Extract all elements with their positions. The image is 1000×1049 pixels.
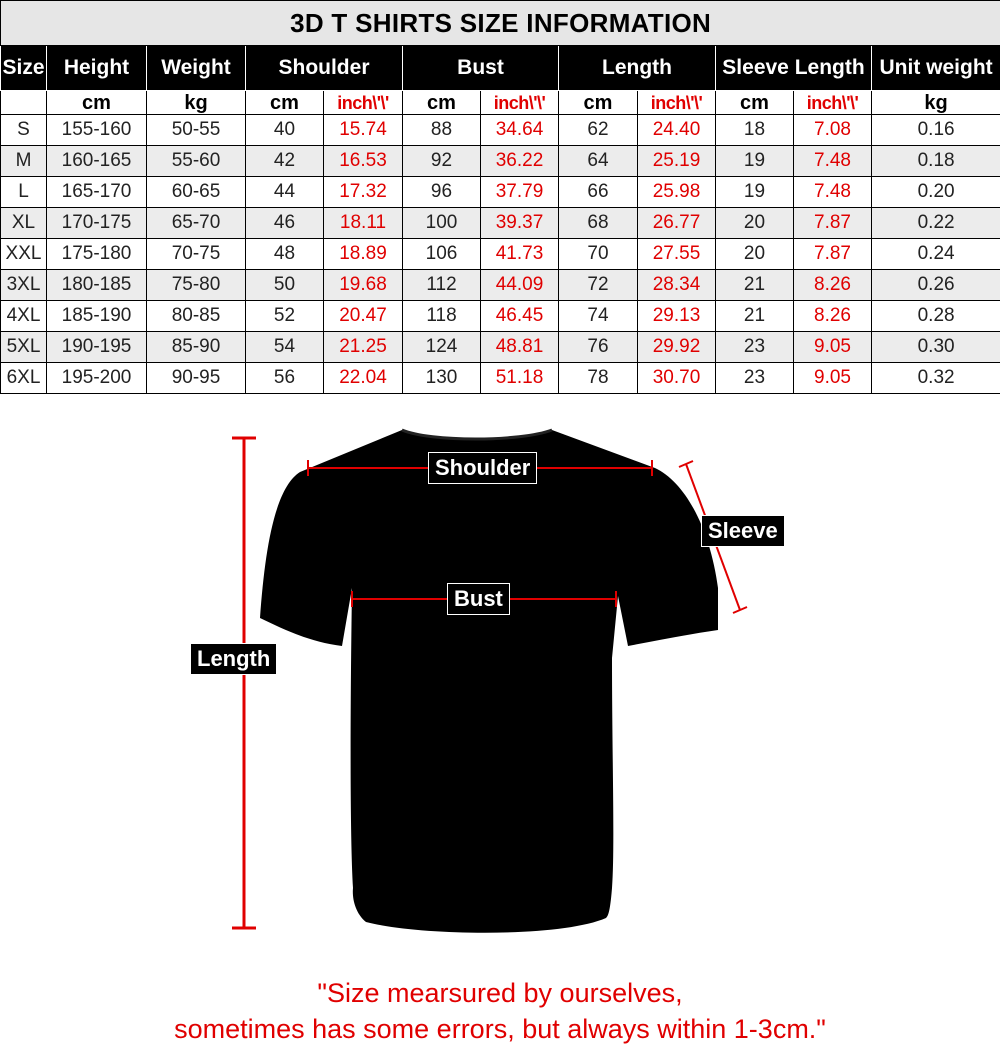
table-row (1, 363, 1000, 394)
cell-bust-inch: 46.45 (481, 301, 559, 332)
bust-label: Bust (447, 583, 510, 615)
cell-bust-cm: 130 (403, 363, 481, 394)
cell-unit-weight: 0.20 (872, 177, 1000, 208)
cell-length-inch: 28.34 (638, 270, 716, 301)
cell-weight: 70-75 (147, 239, 246, 270)
cell-sleeve-cm: 19 (716, 146, 794, 177)
table-row (1, 146, 1000, 177)
cell-height: 175-180 (47, 239, 147, 270)
cell-bust-cm: 106 (403, 239, 481, 270)
header-sleeve-length: Sleeve Length (716, 46, 872, 91)
cell-bust-inch: 48.81 (481, 332, 559, 363)
header-length: Length (559, 46, 716, 91)
cell-shoulder-inch: 18.11 (324, 208, 403, 239)
table-row (1, 301, 1000, 332)
cell-height: 170-175 (47, 208, 147, 239)
cell-unit-weight: 0.30 (872, 332, 1000, 363)
cell-length-inch: 24.40 (638, 115, 716, 146)
cell-sleeve-inch: 8.26 (794, 270, 872, 301)
cell-bust-cm: 96 (403, 177, 481, 208)
table-row (1, 208, 1000, 239)
cell-unit-weight: 0.22 (872, 208, 1000, 239)
cell-length-cm: 68 (559, 208, 638, 239)
cell-length-inch: 25.98 (638, 177, 716, 208)
cell-length-cm: 72 (559, 270, 638, 301)
cell-weight: 65-70 (147, 208, 246, 239)
shoulder-label: Shoulder (428, 452, 537, 484)
size-chart-table (0, 0, 1000, 394)
cell-length-cm: 66 (559, 177, 638, 208)
cell-size: XL (1, 208, 47, 239)
unit-bust-cm: cm (403, 91, 481, 115)
cell-length-inch: 27.55 (638, 239, 716, 270)
cell-shoulder-cm: 40 (246, 115, 324, 146)
cell-unit-weight: 0.16 (872, 115, 1000, 146)
cell-size: 5XL (1, 332, 47, 363)
cell-sleeve-inch: 8.26 (794, 301, 872, 332)
cell-unit-weight: 0.32 (872, 363, 1000, 394)
cell-length-cm: 78 (559, 363, 638, 394)
cell-sleeve-inch: 7.48 (794, 146, 872, 177)
header-height: Height (47, 46, 147, 91)
table-row (1, 270, 1000, 301)
cell-shoulder-cm: 46 (246, 208, 324, 239)
cell-shoulder-inch: 21.25 (324, 332, 403, 363)
cell-weight: 50-55 (147, 115, 246, 146)
tshirt-measurement-diagram (0, 398, 1000, 1049)
sleeve-label: Sleeve (701, 515, 785, 547)
tshirt-shape (260, 430, 718, 933)
unit-sleeve-inch: inch\'\' (794, 91, 872, 115)
cell-height: 195-200 (47, 363, 147, 394)
measurement-note-line2: sometimes has some errors, but always within 1-3cm." (174, 1014, 826, 1044)
header-size: Size (1, 46, 47, 91)
cell-length-inch: 29.13 (638, 301, 716, 332)
cell-height: 185-190 (47, 301, 147, 332)
cell-height: 180-185 (47, 270, 147, 301)
cell-weight: 85-90 (147, 332, 246, 363)
cell-size: 4XL (1, 301, 47, 332)
cell-weight: 55-60 (147, 146, 246, 177)
unit-bust-inch: inch\'\' (481, 91, 559, 115)
cell-length-inch: 26.77 (638, 208, 716, 239)
cell-sleeve-cm: 21 (716, 270, 794, 301)
cell-bust-inch: 41.73 (481, 239, 559, 270)
cell-bust-inch: 34.64 (481, 115, 559, 146)
cell-weight: 75-80 (147, 270, 246, 301)
cell-size: 3XL (1, 270, 47, 301)
cell-sleeve-cm: 19 (716, 177, 794, 208)
unit-length-cm: cm (559, 91, 638, 115)
cell-sleeve-cm: 18 (716, 115, 794, 146)
cell-sleeve-cm: 20 (716, 239, 794, 270)
length-measure-line (232, 438, 256, 928)
cell-bust-inch: 51.18 (481, 363, 559, 394)
cell-bust-cm: 112 (403, 270, 481, 301)
unit-shoulder-cm: cm (246, 91, 324, 115)
unit-sleeve-cm: cm (716, 91, 794, 115)
cell-shoulder-inch: 18.89 (324, 239, 403, 270)
cell-bust-inch: 39.37 (481, 208, 559, 239)
table-row (1, 115, 1000, 146)
tshirt-illustration (0, 398, 1000, 1049)
cell-height: 155-160 (47, 115, 147, 146)
unit-blank (1, 91, 47, 115)
header-weight: Weight (147, 46, 246, 91)
cell-length-inch: 30.70 (638, 363, 716, 394)
cell-length-inch: 29.92 (638, 332, 716, 363)
cell-unit-weight: 0.24 (872, 239, 1000, 270)
cell-sleeve-cm: 23 (716, 363, 794, 394)
cell-shoulder-cm: 52 (246, 301, 324, 332)
cell-sleeve-inch: 9.05 (794, 363, 872, 394)
table-row (1, 177, 1000, 208)
cell-weight: 80-85 (147, 301, 246, 332)
table-row (1, 239, 1000, 270)
unit-weight-kg: kg (147, 91, 246, 115)
cell-weight: 90-95 (147, 363, 246, 394)
cell-size: S (1, 115, 47, 146)
cell-size: 6XL (1, 363, 47, 394)
unit-unitweight-kg: kg (872, 91, 1000, 115)
table-row (1, 332, 1000, 363)
unit-height-cm: cm (47, 91, 147, 115)
measurement-note-line1: "Size mearsured by ourselves, (317, 978, 683, 1008)
header-shoulder: Shoulder (246, 46, 403, 91)
cell-shoulder-cm: 48 (246, 239, 324, 270)
cell-sleeve-inch: 9.05 (794, 332, 872, 363)
header-bust: Bust (403, 46, 559, 91)
cell-length-cm: 76 (559, 332, 638, 363)
cell-bust-cm: 92 (403, 146, 481, 177)
cell-unit-weight: 0.26 (872, 270, 1000, 301)
cell-shoulder-cm: 50 (246, 270, 324, 301)
cell-size: XXL (1, 239, 47, 270)
cell-shoulder-inch: 20.47 (324, 301, 403, 332)
cell-weight: 60-65 (147, 177, 246, 208)
cell-bust-inch: 37.79 (481, 177, 559, 208)
cell-sleeve-inch: 7.48 (794, 177, 872, 208)
unit-length-inch: inch\'\' (638, 91, 716, 115)
cell-height: 160-165 (47, 146, 147, 177)
cell-size: L (1, 177, 47, 208)
cell-shoulder-cm: 54 (246, 332, 324, 363)
cell-sleeve-inch: 7.87 (794, 239, 872, 270)
cell-height: 190-195 (47, 332, 147, 363)
cell-shoulder-inch: 16.53 (324, 146, 403, 177)
cell-length-cm: 62 (559, 115, 638, 146)
cell-sleeve-cm: 20 (716, 208, 794, 239)
cell-shoulder-inch: 17.32 (324, 177, 403, 208)
cell-unit-weight: 0.28 (872, 301, 1000, 332)
cell-bust-inch: 44.09 (481, 270, 559, 301)
cell-length-inch: 25.19 (638, 146, 716, 177)
cell-shoulder-inch: 15.74 (324, 115, 403, 146)
cell-sleeve-cm: 23 (716, 332, 794, 363)
cell-bust-cm: 88 (403, 115, 481, 146)
cell-size: M (1, 146, 47, 177)
cell-shoulder-inch: 22.04 (324, 363, 403, 394)
unit-shoulder-inch: inch\'\' (324, 91, 403, 115)
cell-sleeve-inch: 7.87 (794, 208, 872, 239)
cell-bust-cm: 124 (403, 332, 481, 363)
cell-shoulder-inch: 19.68 (324, 270, 403, 301)
chart-title: 3D T SHIRTS SIZE INFORMATION (1, 1, 1000, 46)
cell-length-cm: 70 (559, 239, 638, 270)
header-unit-weight: Unit weight (872, 46, 1000, 91)
cell-shoulder-cm: 56 (246, 363, 324, 394)
cell-bust-inch: 36.22 (481, 146, 559, 177)
cell-sleeve-cm: 21 (716, 301, 794, 332)
cell-length-cm: 74 (559, 301, 638, 332)
length-label: Length (190, 643, 277, 675)
cell-shoulder-cm: 42 (246, 146, 324, 177)
cell-height: 165-170 (47, 177, 147, 208)
cell-length-cm: 64 (559, 146, 638, 177)
cell-bust-cm: 118 (403, 301, 481, 332)
cell-bust-cm: 100 (403, 208, 481, 239)
cell-sleeve-inch: 7.08 (794, 115, 872, 146)
cell-shoulder-cm: 44 (246, 177, 324, 208)
cell-unit-weight: 0.18 (872, 146, 1000, 177)
